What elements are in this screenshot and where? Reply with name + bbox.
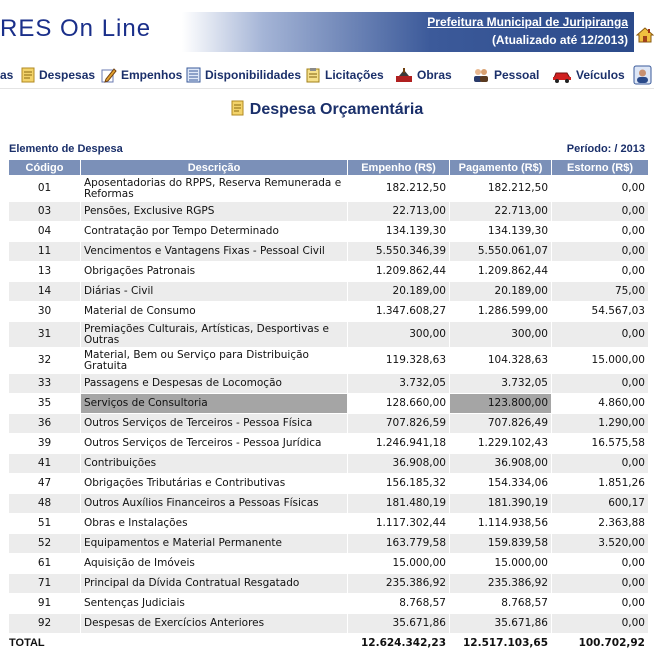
cell-code: 03: [9, 202, 81, 222]
table-row[interactable]: [9, 534, 649, 554]
cell-estorno: 1.290,00: [552, 414, 649, 434]
cell-estorno: 2.363,88: [552, 514, 649, 534]
col-header-desc[interactable]: Descrição: [81, 160, 348, 176]
cell-pagamento: 1.209.862,44: [450, 262, 552, 282]
expense-table: [8, 159, 649, 654]
cell-desc: Outros Auxílios Financeiros a Pessoas Físicas: [81, 494, 348, 514]
cell-estorno: 600,17: [552, 494, 649, 514]
cell-estorno: 1.851,26: [552, 474, 649, 494]
element-label: Elemento de Despesa: [9, 143, 123, 155]
cell-empenho: 119.328,63: [348, 348, 450, 374]
cell-empenho: 22.713,00: [348, 202, 450, 222]
cell-empenho: 235.386,92: [348, 574, 450, 594]
cell-pagamento: 8.768,57: [450, 594, 552, 614]
cell-desc: Sentenças Judiciais: [81, 594, 348, 614]
clipboard-icon: [305, 67, 321, 83]
cell-pagamento: 20.189,00: [450, 282, 552, 302]
table-row[interactable]: [9, 474, 649, 494]
cell-estorno: 3.520,00: [552, 534, 649, 554]
cell-desc: Obrigações Tributárias e Contributivas: [81, 474, 348, 494]
table-row[interactable]: [9, 348, 649, 374]
cell-code: 04: [9, 222, 81, 242]
table-header-row: [9, 160, 649, 176]
table-row[interactable]: [9, 614, 649, 634]
cell-code: 13: [9, 262, 81, 282]
cell-pagamento: 35.671,86: [450, 614, 552, 634]
cell-desc: Serviços de Consultoria: [81, 394, 348, 414]
cell-estorno: 0,00: [552, 222, 649, 242]
ledger-icon: [186, 67, 201, 83]
table-row[interactable]: [9, 282, 649, 302]
table-row[interactable]: [9, 242, 649, 262]
cell-pagamento: 22.713,00: [450, 202, 552, 222]
table-row[interactable]: [9, 574, 649, 594]
cell-pagamento: 36.908,00: [450, 454, 552, 474]
cell-estorno: 0,00: [552, 554, 649, 574]
header: [0, 0, 654, 60]
cell-code: 61: [9, 554, 81, 574]
cell-desc: Material, Bem ou Serviço para Distribuição Gratuita: [81, 348, 348, 374]
cell-desc: Material de Consumo: [81, 302, 348, 322]
main-nav: [0, 62, 654, 89]
cell-code: 71: [9, 574, 81, 594]
cell-desc: Contratação por Tempo Determinado: [81, 222, 348, 242]
construction-icon: [395, 67, 413, 83]
cell-estorno: 4.860,00: [552, 394, 649, 414]
cell-empenho: 1.209.862,44: [348, 262, 450, 282]
site-logo[interactable]: RES On Line: [0, 15, 152, 42]
total-label: TOTAL: [9, 634, 348, 654]
cell-empenho: 300,00: [348, 322, 450, 348]
cell-empenho: 5.550.346,39: [348, 242, 450, 262]
cell-empenho: 35.671,86: [348, 614, 450, 634]
table-row[interactable]: [9, 176, 649, 202]
cell-estorno: 0,00: [552, 614, 649, 634]
user-icon[interactable]: [633, 65, 652, 85]
page-title-text: Despesa Orçamentária: [249, 101, 424, 118]
cell-code: 41: [9, 454, 81, 474]
cell-pagamento: 104.328,63: [450, 348, 552, 374]
cell-empenho: 1.347.608,27: [348, 302, 450, 322]
col-header-estorno[interactable]: Estorno (R$): [552, 160, 649, 176]
cell-estorno: 75,00: [552, 282, 649, 302]
cell-pagamento: 1.229.102,43: [450, 434, 552, 454]
municipality-banner: [182, 12, 634, 52]
cell-empenho: 15.000,00: [348, 554, 450, 574]
cell-pagamento: 15.000,00: [450, 554, 552, 574]
cell-desc: Contribuições: [81, 454, 348, 474]
table-row[interactable]: [9, 514, 649, 534]
cell-code: 47: [9, 474, 81, 494]
cell-desc: Despesas de Exercícios Anteriores: [81, 614, 348, 634]
cell-desc: Pensões, Exclusive RGPS: [81, 202, 348, 222]
cell-empenho: 128.660,00: [348, 394, 450, 414]
table-row[interactable]: [9, 374, 649, 394]
cell-code: 14: [9, 282, 81, 302]
table-row[interactable]: [9, 262, 649, 282]
municipality-name[interactable]: Prefeitura Municipal de Juripiranga: [427, 15, 628, 29]
cell-code: 48: [9, 494, 81, 514]
document-icon: [231, 100, 244, 116]
cell-estorno: 0,00: [552, 574, 649, 594]
cell-desc: Obrigações Patronais: [81, 262, 348, 282]
cell-desc: Vencimentos e Vantagens Fixas - Pessoal Civil: [81, 242, 348, 262]
cell-empenho: 8.768,57: [348, 594, 450, 614]
cell-estorno: 16.575,58: [552, 434, 649, 454]
cell-code: 32: [9, 348, 81, 374]
cell-code: 30: [9, 302, 81, 322]
nav-item-veiculos[interactable]: Veículos: [552, 65, 625, 85]
total-estorno: 100.702,92: [552, 634, 649, 654]
cell-pagamento: 123.800,00: [450, 394, 552, 414]
cell-code: 33: [9, 374, 81, 394]
cell-code: 52: [9, 534, 81, 554]
table-row[interactable]: [9, 494, 649, 514]
cell-code: 35: [9, 394, 81, 414]
car-icon: [552, 67, 572, 83]
table-row[interactable]: [9, 414, 649, 434]
total-pagamento: 12.517.103,65: [450, 634, 552, 654]
cell-empenho: 182.212,50: [348, 176, 450, 202]
cell-estorno: 0,00: [552, 594, 649, 614]
nav-item-obras[interactable]: Obras: [395, 65, 452, 85]
cell-desc: Diárias - Civil: [81, 282, 348, 302]
table-row[interactable]: [9, 302, 649, 322]
cell-pagamento: 181.390,19: [450, 494, 552, 514]
cell-empenho: 156.185,32: [348, 474, 450, 494]
col-header-pagamento[interactable]: Pagamento (R$): [450, 160, 552, 176]
cell-pagamento: 134.139,30: [450, 222, 552, 242]
cell-empenho: 20.189,00: [348, 282, 450, 302]
cell-pagamento: 5.550.061,07: [450, 242, 552, 262]
cell-pagamento: 1.286.599,00: [450, 302, 552, 322]
cell-empenho: 181.480,19: [348, 494, 450, 514]
updated-date: (Atualizado até 12/2013): [491, 33, 628, 47]
table-row[interactable]: [9, 322, 649, 348]
cell-empenho: 707.826,59: [348, 414, 450, 434]
period-label: Período: / 2013: [566, 143, 645, 155]
page-title: [0, 100, 654, 119]
cell-pagamento: 159.839,58: [450, 534, 552, 554]
nav-item-empenhos[interactable]: Empenhos: [101, 65, 182, 85]
pencil-icon: [101, 67, 117, 83]
cell-desc: Equipamentos e Material Permanente: [81, 534, 348, 554]
cell-desc: Obras e Instalações: [81, 514, 348, 534]
cell-code: 51: [9, 514, 81, 534]
people-icon: [472, 67, 490, 83]
cell-code: 92: [9, 614, 81, 634]
table-row[interactable]: [9, 202, 649, 222]
table-row[interactable]: [9, 434, 649, 454]
cell-estorno: 0,00: [552, 242, 649, 262]
document-icon: [21, 67, 35, 83]
nav-item-disponibilidades[interactable]: Disponibilidades: [186, 65, 301, 85]
table-row[interactable]: [9, 454, 649, 474]
cell-estorno: 15.000,00: [552, 348, 649, 374]
cell-desc: Aquisição de Imóveis: [81, 554, 348, 574]
cell-desc: Passagens e Despesas de Locomoção: [81, 374, 348, 394]
table-row[interactable]: [9, 222, 649, 242]
home-icon[interactable]: [636, 26, 654, 44]
cell-pagamento: 235.386,92: [450, 574, 552, 594]
cell-code: 11: [9, 242, 81, 262]
cell-pagamento: 300,00: [450, 322, 552, 348]
cell-pagamento: 1.114.938,56: [450, 514, 552, 534]
cell-desc: Aposentadorias do RPPS, Reserva Remunerada e Reformas: [81, 176, 348, 202]
cell-estorno: 0,00: [552, 454, 649, 474]
cell-estorno: 0,00: [552, 374, 649, 394]
cell-estorno: 0,00: [552, 322, 649, 348]
table-row[interactable]: [9, 394, 649, 414]
cell-code: 36: [9, 414, 81, 434]
nav-item-receitas[interactable]: as: [0, 68, 14, 82]
cell-code: 01: [9, 176, 81, 202]
cell-estorno: 0,00: [552, 176, 649, 202]
cell-estorno: 0,00: [552, 262, 649, 282]
col-header-empenho[interactable]: Empenho (R$): [348, 160, 450, 176]
cell-empenho: 36.908,00: [348, 454, 450, 474]
cell-pagamento: 707.826,49: [450, 414, 552, 434]
cell-desc: Premiações Culturais, Artísticas, Desportivas e Outras: [81, 322, 348, 348]
nav-item-despesas[interactable]: Despesas: [21, 65, 95, 85]
cell-code: 91: [9, 594, 81, 614]
cell-code: 39: [9, 434, 81, 454]
total-empenho: 12.624.342,23: [348, 634, 450, 654]
cell-empenho: 1.117.302,44: [348, 514, 450, 534]
total-row: [9, 634, 649, 654]
cell-empenho: 1.246.941,18: [348, 434, 450, 454]
cell-estorno: 54.567,03: [552, 302, 649, 322]
cell-estorno: 0,00: [552, 202, 649, 222]
cell-desc: Outros Serviços de Terceiros - Pessoa Jurídica: [81, 434, 348, 454]
cell-pagamento: 3.732,05: [450, 374, 552, 394]
col-header-code[interactable]: Código: [9, 160, 81, 176]
cell-empenho: 134.139,30: [348, 222, 450, 242]
cell-pagamento: 182.212,50: [450, 176, 552, 202]
table-row[interactable]: [9, 554, 649, 574]
table-row[interactable]: [9, 594, 649, 614]
cell-code: 31: [9, 322, 81, 348]
cell-empenho: 3.732,05: [348, 374, 450, 394]
cell-desc: Principal da Dívida Contratual Resgatado: [81, 574, 348, 594]
cell-empenho: 163.779,58: [348, 534, 450, 554]
nav-item-pessoal[interactable]: Pessoal: [472, 65, 539, 85]
nav-item-licitacoes[interactable]: Licitações: [305, 65, 384, 85]
cell-desc: Outros Serviços de Terceiros - Pessoa Física: [81, 414, 348, 434]
cell-pagamento: 154.334,06: [450, 474, 552, 494]
